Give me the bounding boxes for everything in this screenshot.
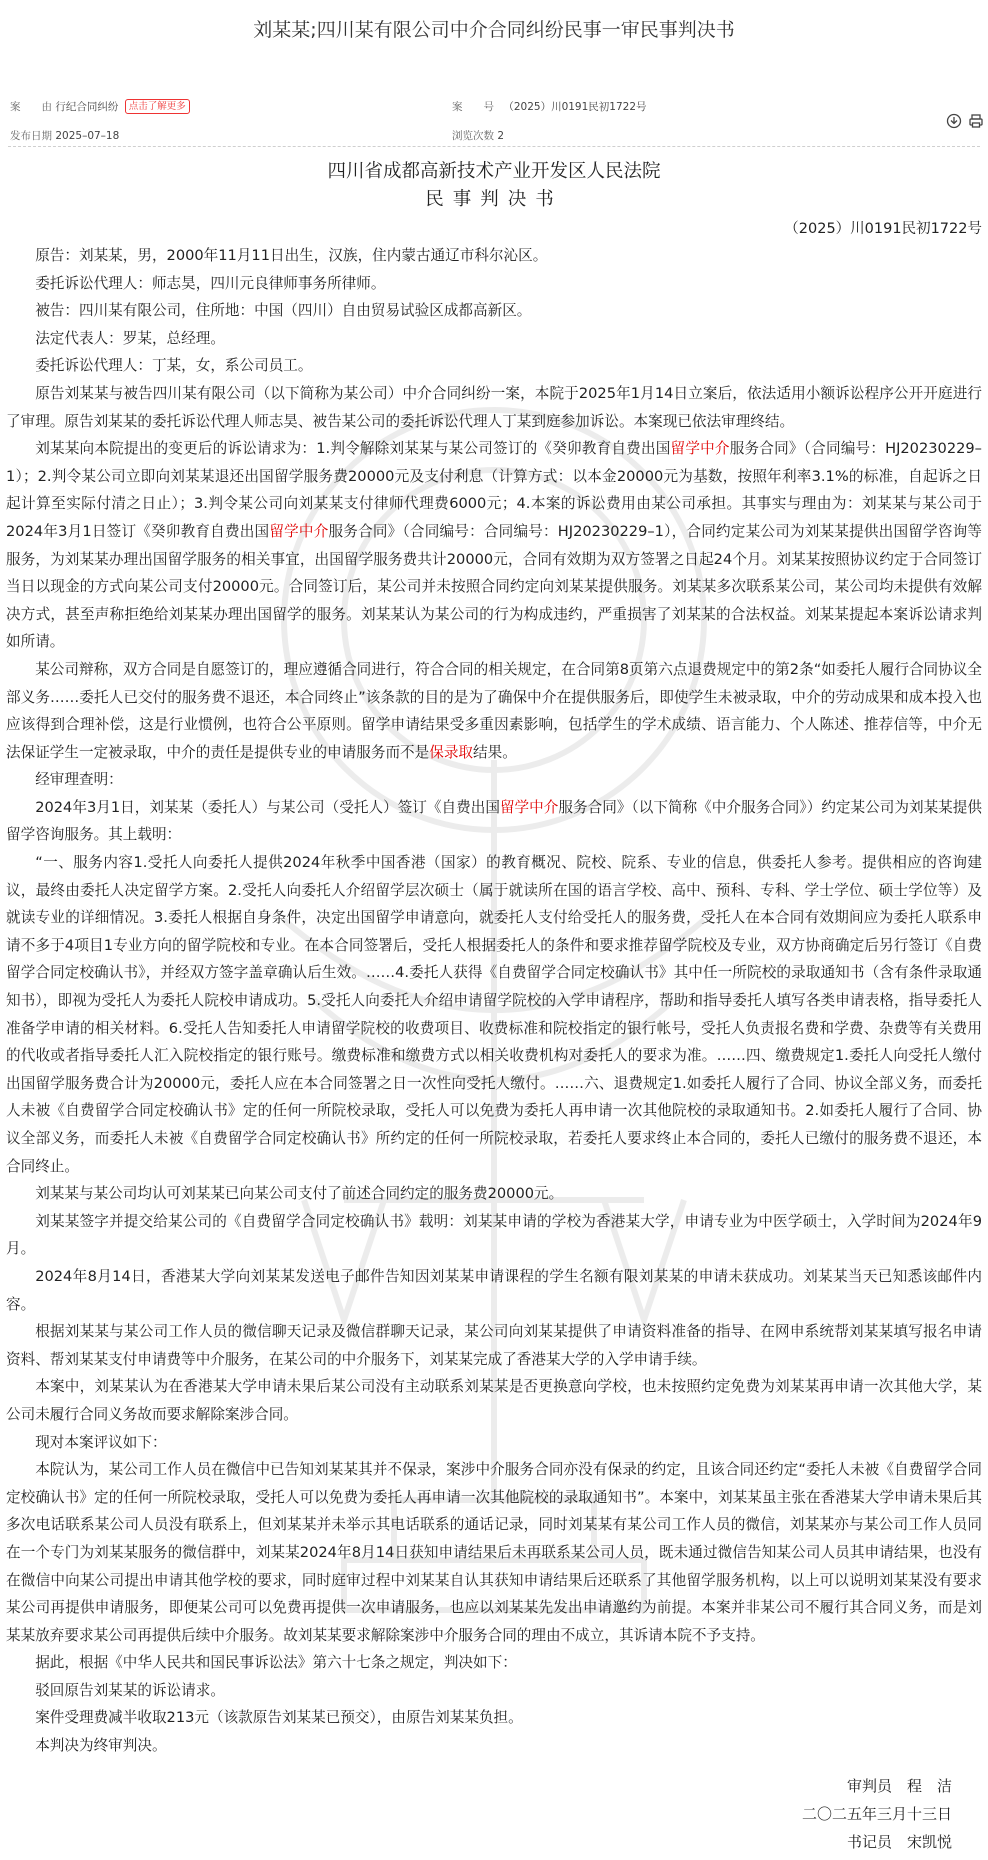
publish-date-label: 发布日期	[10, 130, 52, 142]
paragraph-text: 本判决为终审判决。	[35, 1737, 167, 1755]
judgment-paragraph	[6, 1263, 982, 1318]
paragraph-text: 服务合同》（以下简称《中介服务合同》）约定某公司为刘某某提供留学咨询服务。其上载明：	[6, 798, 982, 844]
judgment-paragraph	[6, 849, 982, 1180]
paragraph-text: 委托诉讼代理人：丁某，女，系公司员工。	[35, 357, 313, 375]
case-cause-value: 行纪合同纠纷	[55, 101, 119, 113]
page-title: 刘某某;四川某有限公司中介合同纠纷民事一审民事判决书	[253, 19, 735, 41]
paragraph-text: 服务合同》（合同编号：HJ20230229–1）；2.判令某公司立即向刘某某退还出国留学服务费20000元及支付利息（计算方式：以本金20000元为基数，按照年利率3.1%的标准，自起诉之日起计算至实际付清之日止）；3.判令某公司向刘某某支付律师代理费6000元；4.本案的诉讼费用由某公司承担。其事实与理由为：刘某某与某公司于2024年3月1日签订《癸卯教育自费出国	[6, 440, 982, 540]
case-number-value: （2025）川0191民初1722号	[503, 101, 647, 113]
paragraph-text: 案件受理费减半收取213元（该款原告刘某某已预交），由原告刘某某负担。	[35, 1709, 523, 1727]
publish-date	[10, 128, 119, 143]
judgment-paragraph	[6, 1677, 982, 1705]
judgment-paragraph	[6, 352, 982, 380]
judgment-paragraph	[6, 297, 982, 325]
highlighted-keyword-link[interactable]: 留学中介	[269, 522, 329, 540]
paragraph-text: 现对本案评议如下：	[35, 1433, 167, 1451]
paragraph-text: “一、服务内容1.受托人向委托人提供2024年秋季中国香港（国家）的教育概况、院校、院系、专业的信息，供委托人参考。提供相应的咨询建议，最终由委托人决定留学方案。2.受托人向委托人介绍留学层次硕士（属于就读所在国的语言学校、高中、预科、专科、学士学位、硕士学位等）及就读专业的详细情况。3.委托人根据自身条件，决定出国留学申请意向，就委托人支付给受托人的服务费，受托人在本合同有效期间应为委托人联系申请不多于4项目1专业方向的留学院校和专业。在本合同签署后，受托人根据委托人的条件和要求推荐留学院校及专业，双方协商确定后另行签订《自费留学合同定校确认书》，并经双方签字盖章确认后生效。……4.委托人获得《自费留学合同定校确认书》其中任一所院校的录取通知书（含有条件录取通知书），即视为受托人为委托人院校申请成功。5.受托人向委托人介绍申请留学院校的入学申请程序，帮助和指导委托人填写各类申请表格，指导委托人准备学申请的相关材料。6.受托人告知委托人申请留学院校的收费项目、收费标准和院校指定的银行帐号，受托人负责报名费和学费、杂费等有关费用的代收或者指导委托人汇入院校指定的银行账号。缴费标准和缴费方式以相关收费机构对委托人的要求为准。……四、缴费规定1.委托人向受托人缴付出国留学服务费合计为20000元，委托人应在本合同签署之日一次性向受托人缴付。……六、退费规定1.如委托人履行了合同、协议全部义务，而委托人未被《自费留学合同定校确认书》定的任何一所院校录取，受托人可以免费为委托人再申请一次其他院校的录取通知书。2.如委托人履行了合同、协议全部义务，而委托人未被《自费留学合同定校确认书》所约定的任何一所院校录取，若委托人要求终止本合同的，委托人已缴付的服务费不退还，本合同终止。	[6, 854, 982, 1175]
paragraph-text: 原告刘某某与被告四川某有限公司（以下简称为某公司）中介合同纠纷一案，本院于2025年1月14日立案后，依法适用小额诉讼程序公开开庭进行了审理。原告刘某某的委托诉讼代理人师志昊、被告某公司的委托诉讼代理人丁某到庭参加诉讼。本案现已依法审理终结。	[6, 384, 982, 430]
paragraph-text: 本院认为，某公司工作人员在微信中已告知刘某某其并不保录，案涉中介服务合同亦没有保录的约定，且该合同还约定“委托人未被《自费留学合同定校确认书》定的任何一所院校录取，受托人可以免费为委托人再申请一次其他院校的录取通知书”。本案中，刘某某虽主张在香港某大学申请未果后其多次电话联系某公司人员没有联系上，但刘某某并未举示其电话联系的通话记录，同时刘某某有某公司工作人员的微信，刘某某亦与某公司工作人员同在一个专门为刘某某服务的微信群中，刘某某2024年8月14日获知申请结果后未再联系某公司人员，既未通过微信告知某公司人员其申请结果，也没有在微信中向某公司提出申请其他学校的要求，同时庭审过程中刘某某自认其获知申请结果后还联系了其他留学服务机构，以上可以说明刘某某没有要求某公司再提供申请服务，即便某公司可以免费再提供一次申请服务，也应以刘某某先发出申请邀约为前提。本案并非某公司不履行其合同义务，而是刘某某放弃要求某公司再提供后续中介服务。故刘某某要求解除案涉中介服务合同的理由不成立，其诉请本院不予支持。	[6, 1461, 982, 1644]
judge-signature: 审判员 程 洁	[846, 1777, 952, 1795]
view-count	[452, 128, 504, 143]
paragraph-text: 据此，根据《中华人民共和国民事诉讼法》第六十七条之规定，判决如下：	[35, 1654, 517, 1672]
paragraph-text: 被告：四川某有限公司，住所地：中国（四川）自由贸易试验区成都高新区。	[35, 302, 532, 320]
paragraph-text: 驳回原告刘某某的诉讼请求。	[35, 1681, 225, 1699]
publish-date-value: 2025–07–18	[55, 130, 120, 142]
case-number-label: 案 号	[452, 101, 494, 113]
highlighted-keyword-link[interactable]: 保录取	[429, 743, 474, 761]
download-icon[interactable]	[946, 113, 962, 129]
paragraph-text: 刘某某与某公司均认可刘某某已向某公司支付了前述合同约定的服务费20000元。	[35, 1185, 564, 1203]
paragraph-text: 法定代表人：罗某，总经理。	[35, 329, 225, 347]
judgment-paragraph	[6, 1732, 982, 1760]
view-count-value: 2	[497, 130, 505, 142]
highlighted-keyword-link[interactable]: 留学中介	[499, 798, 559, 816]
paragraph-text: 2024年8月14日，香港某大学向刘某某发送电子邮件告知因刘某某申请课程的学生名额有限刘某某的申请未获成功。刘某某当天已知悉该邮件内容。	[6, 1267, 982, 1313]
paragraph-text: 根据刘某某与某公司工作人员的微信聊天记录及微信群聊天记录，某公司向刘某某提供了申请资料准备的指导、在网申系统帮刘某某填写报名申请资料、帮刘某某支付申请费等中介服务，在某公司的中介服务下，刘某某完成了香港某大学的入学申请手续。	[6, 1323, 982, 1368]
judgment-paragraph	[6, 242, 982, 270]
highlighted-keyword-link[interactable]: 留学中介	[670, 440, 730, 458]
judgment-paragraph	[6, 1429, 982, 1457]
judgment-paragraph	[6, 1649, 982, 1677]
judgment-paragraph	[6, 270, 982, 298]
paragraph-text: 刘某某签字并提交给某公司的《自费留学合同定校确认书》载明：刘某某申请的学校为香港某大学，申请专业为中医学硕士，入学时间为2024年9月。	[6, 1212, 982, 1258]
toolbar	[946, 113, 984, 129]
judgment-paragraph	[6, 435, 982, 656]
court-name: 四川省成都高新技术产业开发区人民法院	[327, 161, 661, 182]
judgment-paragraph	[6, 380, 982, 435]
judgment-paragraph	[6, 1373, 982, 1428]
view-count-label: 浏览次数	[452, 130, 494, 142]
judgment-body	[6, 242, 982, 1760]
paragraph-text: 刘某某向本院提出的变更后的诉讼请求为：1.判令解除刘某某与某公司签订的《癸卯教育自费出国	[35, 440, 671, 458]
case-cause	[10, 99, 190, 114]
paragraph-text: 2024年3月1日，刘某某（委托人）与某公司（受托人）签订《自费出国	[35, 798, 500, 816]
judgment-paragraph	[6, 1208, 982, 1263]
paragraph-text: 原告：刘某某，男，2000年11月11日出生，汉族，住内蒙古通辽市科尔沁区。	[35, 247, 548, 264]
paragraph-text: 委托诉讼代理人：师志昊，四川元良律师事务所律师。	[35, 274, 386, 292]
case-number-meta	[452, 99, 647, 114]
clerk-signature: 书记员 宋凯悦	[846, 1833, 952, 1851]
paragraph-text: 本案中，刘某某认为在香港某大学申请未果后某公司没有主动联系刘某某是否更换意向学校，也未按照约定免费为刘某某再申请一次其他大学，某公司未履行合同义务故而要求解除案涉合同。	[6, 1378, 982, 1423]
judgment-paragraph	[6, 766, 982, 794]
print-icon[interactable]	[968, 113, 984, 129]
judgment-paragraph	[6, 794, 982, 849]
judgment-date: 二〇二五年三月十三日	[801, 1805, 952, 1823]
paragraph-text: 经审理查明：	[35, 771, 123, 789]
case-cause-label: 案 由	[10, 101, 52, 113]
judgment-paragraph	[6, 325, 982, 353]
judgment-paragraph	[6, 1456, 982, 1649]
paragraph-text: 结果。	[473, 743, 517, 761]
document-type: 民事判决书	[425, 189, 563, 210]
document-case-number: （2025）川0191民初1722号	[784, 221, 982, 237]
header-divider	[8, 146, 980, 147]
paragraph-text: 某公司辩称，双方合同是自愿签订的，理应遵循合同进行，符合合同的相关规定，在合同第8页第六点退费规定中的第2条“如委托人履行合同协议全部义务……委托人已交付的服务费不退还，本合同终止”该条款的目的是为了确保中介在提供服务后，即使学生未被录取，中介的劳动成果和成本投入也应该得到合理补偿，这是行业惯例，也符合公平原则。留学申请结果受多重因素影响，包括学生的学术成绩、语言能力、个人陈述、推荐信等，中介无法保证学生一定被录取，中介的责任是提供专业的申请服务而不是	[6, 660, 982, 761]
judgment-paragraph	[6, 1704, 982, 1732]
judgment-paragraph	[6, 1180, 982, 1208]
learn-more-link[interactable]: 点击了解更多	[125, 99, 190, 114]
judgment-paragraph	[6, 1318, 982, 1373]
paragraph-text: 服务合同》（合同编号：合同编号：HJ20230229–1），合同约定某公司为刘某某提供出国留学咨询等服务，为刘某某办理出国留学服务的相关事宜，出国留学服务费共计20000元，合同有效期为双方签署之日起24个月。刘某某按照协议约定于合同签订当日以现金的方式向某公司支付20000元。合同签订后，某公司并未按照合同约定向刘某某提供服务。刘某某多次联系某公司，某公司均未提供有效解决方式，甚至声称拒绝给刘某某办理出国留学的服务。刘某某认为某公司的行为构成违约，严重损害了刘某某的合法权益。刘某某提起本案诉讼请求判如所请。	[6, 522, 982, 651]
judgment-paragraph	[6, 656, 982, 766]
